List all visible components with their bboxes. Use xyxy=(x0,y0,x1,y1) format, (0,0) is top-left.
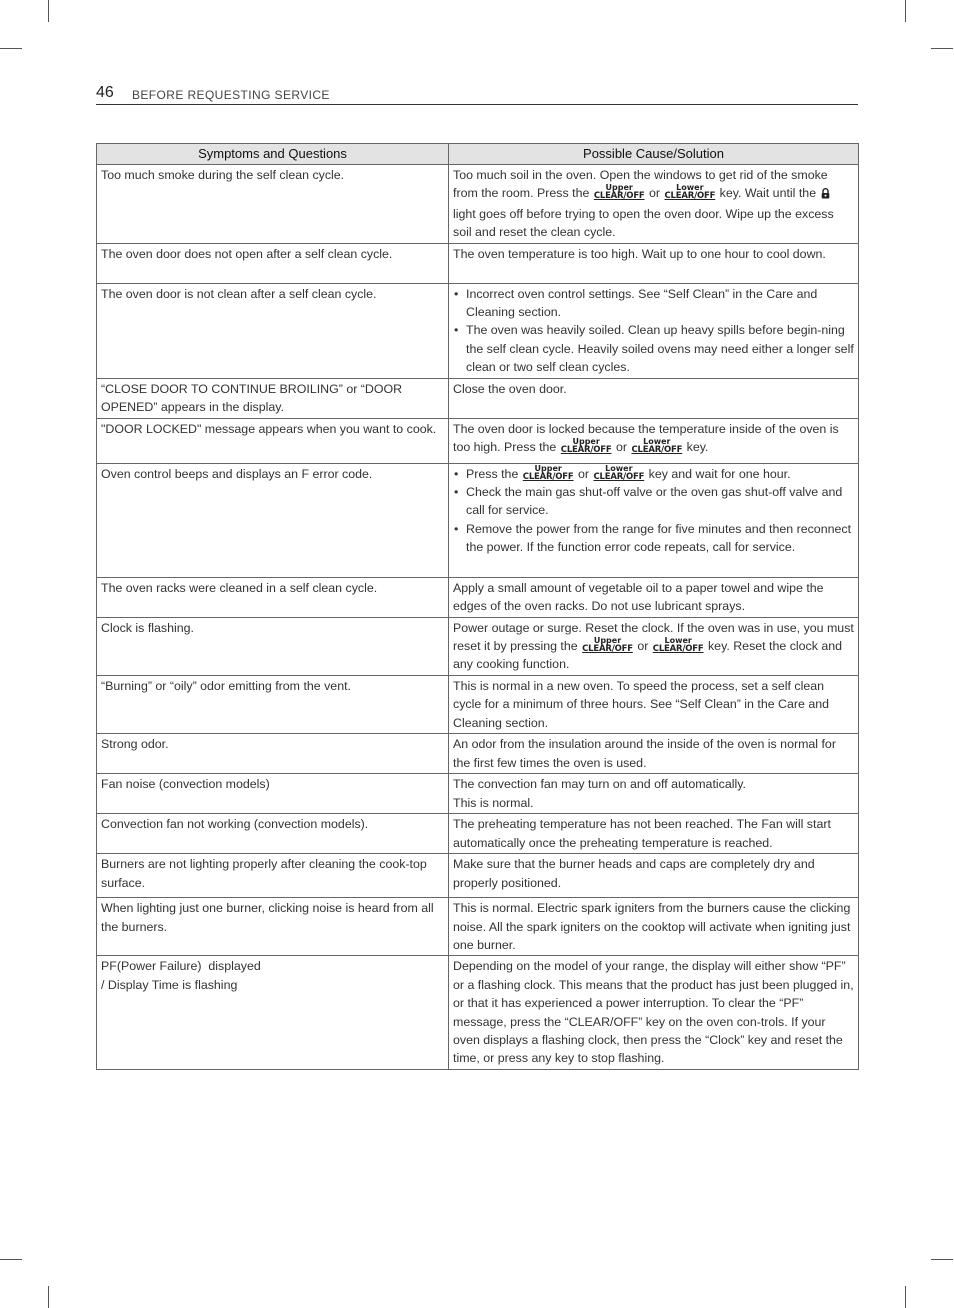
key-main-label: CLEAR/OFF xyxy=(652,644,704,655)
symptom-cell: Fan noise (convection models) xyxy=(97,774,449,814)
key-main-label: CLEAR/OFF xyxy=(582,644,633,655)
key-top-label: Upper xyxy=(605,183,633,193)
crop-mark xyxy=(48,1286,49,1308)
key-main-label: CLEAR/OFF xyxy=(560,445,612,456)
solution-text: Too much soil in the oven. Open the windows to get rid of the smoke from the room. Press the xyxy=(453,168,828,201)
crop-mark xyxy=(48,0,49,22)
symptom-cell: Burners are not lighting properly after cleaning the cook-top surface. xyxy=(97,854,449,898)
crop-mark xyxy=(0,1259,22,1260)
list-item: • The oven was heavily soiled. Clean up heavy spills before begin-ning the self clean cycle. Heavily soiled ovens may need either a longer self clean or two self clean cycles. xyxy=(453,321,855,376)
table-row xyxy=(97,283,859,378)
column-header-solution: Possible Cause/Solution xyxy=(449,144,859,165)
page-number: 46 xyxy=(96,84,114,101)
solution-line: The convection fan may turn on and off automatically. xyxy=(453,777,746,792)
symptom-cell: When lighting just one burner, clicking noise is heard from all the burners. xyxy=(97,898,449,956)
solution-text: key. xyxy=(686,440,709,455)
solution-cell: Make sure that the burner heads and caps are completely dry and properly positioned. xyxy=(449,854,859,898)
upper-clear-off-key xyxy=(582,637,633,653)
solution-cell: The preheating temperature has not been reached. The Fan will start automatically once the preheating temperature is reached. xyxy=(449,814,859,854)
symptom-cell: Too much smoke during the self clean cycle. xyxy=(97,165,449,244)
solution-text: key. Reset the clock and any cooking function. xyxy=(453,639,843,672)
key-top-label: Lower xyxy=(676,183,704,193)
troubleshooting-table xyxy=(96,143,859,1070)
table-row xyxy=(97,617,859,675)
solution-line: This is normal. xyxy=(453,795,534,810)
solution-bullet-list xyxy=(453,465,855,557)
upper-clear-off-key xyxy=(594,184,645,200)
lower-clear-off-key xyxy=(664,184,715,200)
solution-cell xyxy=(449,617,859,675)
solution-cell xyxy=(449,774,859,814)
key-main-label: CLEAR/OFF xyxy=(593,191,645,202)
table-row xyxy=(97,814,859,854)
symptom-cell: “CLOSE DOOR TO CONTINUE BROILING” or “DOOR OPENED” appears in the display. xyxy=(97,378,449,418)
list-item: • Remove the power from the range for five minutes and then reconnect the power. If the function error code repeats, call for service. xyxy=(453,520,855,557)
crop-mark xyxy=(931,48,953,49)
key-top-label: Lower xyxy=(643,437,671,447)
solution-text: Power outage or surge. Reset the clock. If the oven was in use, you must reset it by pressing the xyxy=(453,620,854,654)
lower-clear-off-key xyxy=(631,438,682,454)
column-header-symptoms: Symptoms and Questions xyxy=(97,144,449,165)
solution-text: key. Wait until the xyxy=(719,186,817,201)
lock-icon xyxy=(821,186,830,204)
symptom-line: PF(Power Failure) displayed xyxy=(101,959,261,974)
solution-cell xyxy=(449,165,859,244)
symptom-cell: Clock is flashing. xyxy=(97,617,449,675)
crop-mark xyxy=(905,0,906,22)
upper-clear-off-key xyxy=(523,465,574,481)
symptom-cell: "DOOR LOCKED" message appears when you want to cook. xyxy=(97,418,449,463)
solution-text: light goes off before trying to open the oven door. Wipe up the excess soil and reset the clean cycle. xyxy=(453,206,834,240)
table-row xyxy=(97,463,859,577)
table-row xyxy=(97,956,859,1070)
list-item: • Incorrect oven control settings. See “Self Clean” in the Care and Cleaning section. xyxy=(453,285,855,322)
key-top-label: Lower xyxy=(605,463,633,473)
solution-cell: Apply a small amount of vegetable oil to a paper towel and wipe the edges of the oven racks. Do not use lubricant sprays. xyxy=(449,577,859,617)
key-top-label: Upper xyxy=(534,463,562,473)
solution-cell: Close the oven door. xyxy=(449,378,859,418)
symptom-line: / Display Time is flashing xyxy=(101,977,238,992)
upper-clear-off-key xyxy=(561,438,612,454)
solution-text: or xyxy=(577,466,590,481)
solution-text: or xyxy=(637,639,649,654)
symptom-cell: Oven control beeps and displays an F error code. xyxy=(97,463,449,577)
table-row xyxy=(97,675,859,733)
symptom-cell: The oven racks were cleaned in a self clean cycle. xyxy=(97,577,449,617)
table-row xyxy=(97,898,859,956)
table-header-row xyxy=(97,144,859,165)
lower-clear-off-key xyxy=(653,637,704,653)
symptom-cell: Convection fan not working (convection models). xyxy=(97,814,449,854)
symptom-cell: Strong odor. xyxy=(97,734,449,774)
list-item: • Check the main gas shut-off valve or the oven gas shut-off valve and call for service. xyxy=(453,483,855,520)
list-item xyxy=(453,465,855,483)
symptom-cell: The oven door is not clean after a self clean cycle. xyxy=(97,283,449,378)
table-row xyxy=(97,577,859,617)
table-row xyxy=(97,418,859,463)
crop-mark xyxy=(931,1259,953,1260)
solution-text: Press the xyxy=(466,466,519,481)
symptom-cell: The oven door does not open after a self clean cycle. xyxy=(97,243,449,283)
table-row xyxy=(97,734,859,774)
key-main-label: CLEAR/OFF xyxy=(664,191,716,202)
solution-text: or xyxy=(615,440,627,455)
symptom-cell xyxy=(97,956,449,1070)
lower-clear-off-key xyxy=(593,465,644,481)
solution-text: or xyxy=(649,186,661,201)
crop-mark xyxy=(905,1286,906,1308)
key-main-label: CLEAR/OFF xyxy=(522,471,574,482)
page-header xyxy=(96,84,858,105)
solution-bullet-list xyxy=(453,285,855,377)
key-main-label: CLEAR/OFF xyxy=(631,445,683,456)
solution-text: key and wait for one hour. xyxy=(648,466,791,481)
table-row xyxy=(97,378,859,418)
key-main-label: CLEAR/OFF xyxy=(593,471,645,482)
solution-cell: This is normal in a new oven. To speed the process, set a self clean cycle for a minimum of three hours. See “Self Clean” in the Care and Cleaning section. xyxy=(449,675,859,733)
section-title: BEFORE REQUESTING SERVICE xyxy=(132,88,330,102)
table-row xyxy=(97,854,859,898)
solution-text: The oven door is locked because the temperature inside of the oven is too high. Press the xyxy=(453,421,839,455)
key-top-label: Upper xyxy=(593,636,622,646)
solution-cell xyxy=(449,463,859,577)
key-top-label: Lower xyxy=(664,636,692,646)
key-top-label: Upper xyxy=(572,437,600,447)
solution-cell: The oven temperature is too high. Wait up to one hour to cool down. xyxy=(449,243,859,283)
table-row xyxy=(97,243,859,283)
table-row xyxy=(97,165,859,244)
solution-cell: An odor from the insulation around the inside of the oven is normal for the first few times the oven is used. xyxy=(449,734,859,774)
solution-cell: This is normal. Electric spark igniters from the burners cause the clicking noise. All the spark igniters on the cooktop will activate when igniting just one burner. xyxy=(449,898,859,956)
solution-cell xyxy=(449,283,859,378)
solution-cell: Depending on the model of your range, the display will either show “PF” or a flashing clock. This means that the product has just been plugged in, or that it has experienced a power interruption. To clear the “PF” message, press the “CLEAR/OFF” key on the oven con-trols. If your oven displays a flashing clock, then press the “Clock” key and reset the time, or press any key to stop flashing. xyxy=(449,956,859,1070)
symptom-cell: “Burning” or “oily” odor emitting from the vent. xyxy=(97,675,449,733)
solution-cell xyxy=(449,418,859,463)
crop-mark xyxy=(0,48,22,49)
table-row xyxy=(97,774,859,814)
